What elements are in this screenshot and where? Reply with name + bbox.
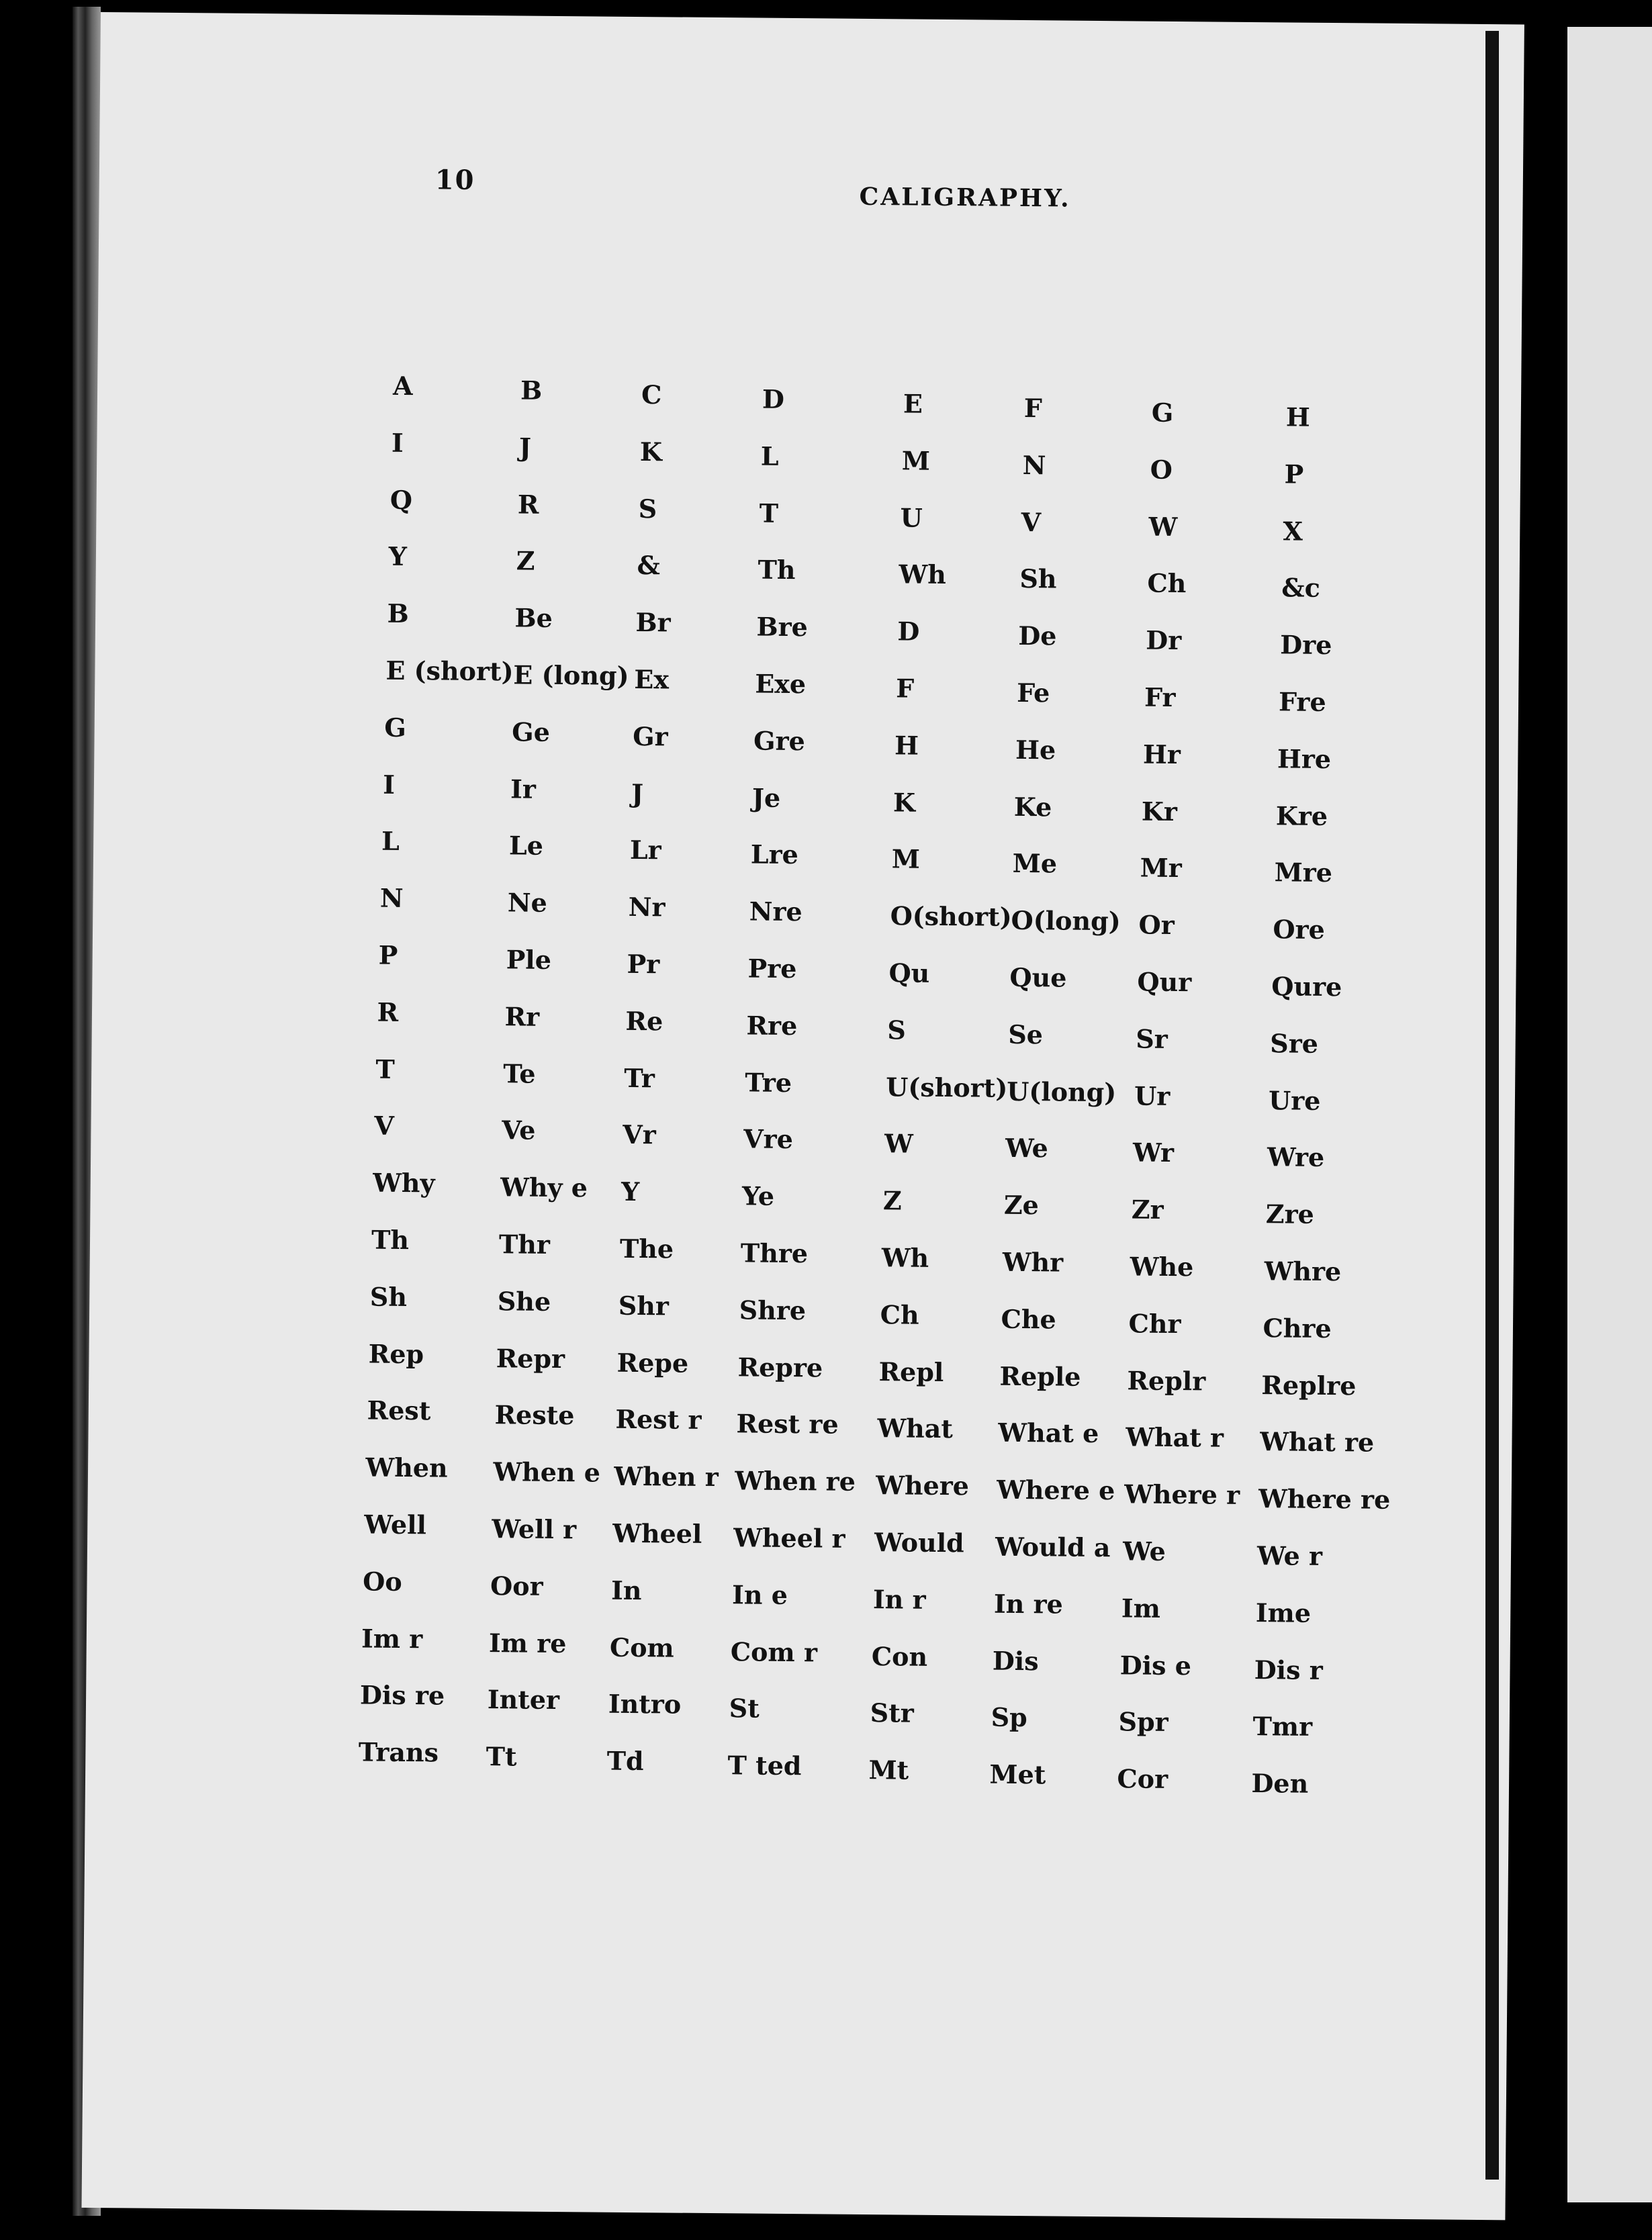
table-cell: Str xyxy=(870,1697,914,1729)
table-cell: When r xyxy=(614,1460,719,1493)
table-cell: We xyxy=(1122,1536,1166,1567)
table-cell: Dis xyxy=(992,1645,1039,1676)
table-cell: Y xyxy=(621,1176,640,1207)
book-page xyxy=(81,12,1524,2220)
table-cell: O(long) xyxy=(1011,905,1121,937)
table-cell: Kr xyxy=(1141,796,1178,827)
table-cell: Ure xyxy=(1268,1084,1321,1116)
table-cell: In xyxy=(610,1575,642,1605)
table-cell: Fe xyxy=(1017,677,1050,708)
table-cell: Dis r xyxy=(1254,1654,1323,1685)
table-cell: Que xyxy=(1009,962,1067,993)
table-cell: Rre xyxy=(746,1010,798,1041)
table-cell: Hr xyxy=(1142,739,1181,769)
table-cell: Where re xyxy=(1258,1483,1391,1515)
table-cell: Whr xyxy=(1002,1246,1064,1278)
table-cell: Reple xyxy=(999,1360,1081,1392)
table-cell: P xyxy=(1284,459,1304,489)
table-cell: Chre xyxy=(1263,1312,1332,1344)
table-cell: Fr xyxy=(1144,682,1176,713)
table-cell: Z xyxy=(516,545,535,577)
table-cell: The xyxy=(619,1233,674,1264)
table-cell: Se xyxy=(1008,1019,1044,1050)
table-cell: Would a xyxy=(995,1531,1111,1563)
table-cell: W xyxy=(884,1128,914,1160)
table-row xyxy=(377,996,1319,1059)
table-cell: When re xyxy=(735,1465,856,1497)
table-cell: What r xyxy=(1126,1421,1224,1454)
table-cell: A xyxy=(392,370,413,402)
table-cell: D xyxy=(762,383,785,414)
table-cell: We xyxy=(1005,1133,1049,1164)
table-cell: Hre xyxy=(1277,743,1332,774)
table-cell: Pre xyxy=(747,953,797,984)
table-cell: Vre xyxy=(743,1123,794,1155)
table-cell: Trans xyxy=(358,1736,439,1768)
table-cell: Je xyxy=(751,782,781,813)
table-row xyxy=(363,1566,1312,1628)
table-cell: C xyxy=(641,379,662,410)
table-cell: Com r xyxy=(730,1636,818,1667)
table-cell: K xyxy=(639,436,663,467)
table-cell: Sp xyxy=(991,1702,1027,1733)
table-cell: Nre xyxy=(749,896,802,927)
table-cell: Spr xyxy=(1118,1706,1168,1738)
table-cell: V xyxy=(1021,506,1042,537)
table-cell: When e xyxy=(493,1456,601,1488)
table-cell: V xyxy=(374,1111,395,1141)
table-cell: Dr xyxy=(1146,624,1182,656)
table-row xyxy=(373,1167,1314,1230)
table-cell: Sr xyxy=(1136,1023,1168,1054)
table-cell: Repl xyxy=(878,1356,944,1387)
table-cell: T ted xyxy=(727,1750,802,1781)
table-cell: G xyxy=(384,712,406,743)
table-cell: Sh xyxy=(369,1281,408,1312)
table-cell: B xyxy=(387,598,409,629)
table-cell: In r xyxy=(872,1583,926,1615)
table-cell: Replr xyxy=(1127,1365,1206,1397)
table-cell: Nr xyxy=(628,892,666,923)
table-cell: X xyxy=(1283,515,1303,547)
table-cell: Whe xyxy=(1130,1251,1194,1282)
table-cell: Rest xyxy=(367,1395,431,1426)
table-cell: P xyxy=(378,939,398,970)
table-cell: Td xyxy=(606,1745,644,1777)
table-cell: Dis re xyxy=(359,1679,445,1711)
table-cell: Be xyxy=(514,602,553,634)
table-cell: Dis e xyxy=(1119,1649,1192,1681)
table-cell: W xyxy=(1148,511,1178,542)
table-cell: Pr xyxy=(627,948,660,980)
table-cell: Wre xyxy=(1267,1141,1325,1173)
table-cell: R xyxy=(517,489,539,520)
table-cell: Oor xyxy=(490,1570,543,1601)
table-cell: Kre xyxy=(1275,800,1328,831)
table-cell: Reste xyxy=(494,1399,575,1431)
running-head: CALIGRAPHY. xyxy=(859,182,1071,213)
table-cell: B xyxy=(520,375,543,406)
table-cell: Shre xyxy=(739,1295,807,1326)
table-cell: Tre xyxy=(745,1067,792,1098)
table-cell: St xyxy=(729,1693,760,1724)
table-cell: O xyxy=(1150,454,1173,485)
table-cell: Ime xyxy=(1255,1597,1312,1628)
table-cell: Zr xyxy=(1131,1194,1164,1225)
table-cell: Wheel xyxy=(612,1518,702,1549)
table-row xyxy=(382,769,1328,831)
table-cell: Th xyxy=(371,1224,410,1256)
table-cell: Ke xyxy=(1013,791,1052,822)
table-cell: G xyxy=(1151,397,1174,428)
table-cell: Mt xyxy=(868,1755,909,1785)
table-cell: Mre xyxy=(1274,857,1333,888)
table-cell: Rep xyxy=(368,1338,424,1369)
table-cell: E xyxy=(903,388,923,419)
table-cell: Rest r xyxy=(615,1404,702,1436)
table-cell: J xyxy=(518,432,532,463)
table-row xyxy=(374,1111,1325,1173)
table-cell: Intro xyxy=(608,1689,682,1720)
table-cell: S xyxy=(887,1015,907,1045)
table-row xyxy=(361,1623,1323,1685)
table-cell: Ir xyxy=(510,773,537,804)
table-row xyxy=(385,655,1326,717)
page-binding-rule xyxy=(1485,31,1499,2180)
table-cell: Fre xyxy=(1278,686,1326,717)
table-cell: Wh xyxy=(881,1242,929,1273)
table-cell: Tr xyxy=(624,1062,655,1093)
table-cell: What e xyxy=(998,1417,1099,1449)
table-cell: Where xyxy=(876,1470,970,1501)
table-cell: Ch xyxy=(880,1299,919,1330)
table-cell: Exe xyxy=(755,668,807,700)
table-cell: Ge xyxy=(512,716,551,747)
table-cell: Gr xyxy=(633,720,668,752)
table-cell: Com xyxy=(609,1632,674,1663)
table-cell: T xyxy=(375,1054,395,1084)
table-cell: Wheel r xyxy=(733,1522,845,1554)
table-cell: U xyxy=(900,502,923,533)
table-cell: H xyxy=(1285,402,1310,432)
table-cell: Well xyxy=(364,1509,427,1540)
table-cell: Vr xyxy=(623,1119,656,1150)
table-cell: Replre xyxy=(1261,1369,1357,1401)
table-cell: Rest re xyxy=(736,1408,839,1440)
table-cell: Ye xyxy=(741,1180,775,1212)
table-cell: Th xyxy=(758,554,796,586)
table-cell: Why xyxy=(373,1167,435,1199)
table-cell: Ne xyxy=(507,887,547,919)
table-cell: She xyxy=(497,1286,551,1317)
table-cell: Con xyxy=(871,1640,928,1672)
table-cell: Why e xyxy=(500,1172,588,1203)
table-cell: In re xyxy=(993,1588,1063,1620)
table-cell: Whre xyxy=(1264,1256,1342,1287)
table-cell: Te xyxy=(503,1058,536,1089)
table-cell: N xyxy=(1022,449,1046,481)
table-cell: Thre xyxy=(740,1238,809,1269)
table-cell: Dre xyxy=(1280,629,1332,661)
table-cell: I xyxy=(391,427,404,458)
table-cell: Ore xyxy=(1273,914,1326,945)
table-cell: Y xyxy=(388,541,408,572)
table-cell: When xyxy=(365,1452,448,1483)
table-cell: Che xyxy=(1001,1303,1056,1335)
table-cell: Cor xyxy=(1117,1763,1168,1795)
page-number: 10 xyxy=(434,164,475,196)
table-cell: Re xyxy=(625,1005,663,1037)
table-cell: I xyxy=(382,769,396,800)
table-cell: Im xyxy=(1121,1593,1161,1624)
table-cell: Ur xyxy=(1134,1080,1171,1111)
table-cell: Q xyxy=(389,484,413,515)
table-row xyxy=(391,427,1304,489)
table-cell: Oo xyxy=(363,1566,402,1597)
table-cell: Where e xyxy=(997,1474,1115,1506)
table-cell: Inter xyxy=(487,1684,560,1716)
table-row xyxy=(387,598,1332,661)
table-row xyxy=(378,939,1342,1002)
table-cell: D xyxy=(897,616,920,647)
table-cell: Well r xyxy=(492,1513,577,1545)
table-cell: Repr xyxy=(496,1342,565,1374)
table-cell: Zre xyxy=(1265,1199,1314,1230)
table-cell: Lr xyxy=(629,835,661,866)
table-cell: U(long) xyxy=(1007,1076,1117,1107)
table-cell: K xyxy=(892,786,916,818)
table-cell: H xyxy=(894,730,919,761)
adjacent-page xyxy=(1567,27,1652,2202)
table-row xyxy=(371,1224,1342,1287)
table-cell: Z xyxy=(882,1185,902,1216)
table-cell: Ze xyxy=(1003,1189,1040,1221)
table-cell: Repe xyxy=(616,1347,689,1379)
table-cell: F xyxy=(1023,393,1043,424)
table-cell: Ve xyxy=(502,1115,536,1146)
table-cell: We r xyxy=(1256,1540,1323,1571)
table-row xyxy=(379,882,1326,945)
table-cell: Ch xyxy=(1147,568,1187,599)
table-cell: Le xyxy=(508,830,544,861)
table-cell: Thr xyxy=(498,1229,551,1260)
table-cell: Tt xyxy=(486,1741,517,1772)
table-cell: Gre xyxy=(753,725,806,756)
table-cell: Qure xyxy=(1271,971,1342,1002)
table-cell: Wh xyxy=(899,559,947,590)
table-cell: E (long) xyxy=(513,659,629,691)
table-cell: Mr xyxy=(1140,852,1183,884)
table-cell: N xyxy=(379,882,404,914)
table-cell: Where r xyxy=(1123,1479,1240,1511)
table-cell: J xyxy=(631,778,644,808)
table-cell: Rr xyxy=(504,1001,540,1032)
table-cell: Qur xyxy=(1137,966,1192,998)
table-cell: Sre xyxy=(1270,1028,1319,1059)
table-cell: Repre xyxy=(737,1351,823,1383)
table-row xyxy=(368,1338,1357,1401)
table-row xyxy=(359,1679,1313,1742)
table-cell: R xyxy=(377,996,399,1027)
table-row xyxy=(365,1452,1391,1515)
table-cell: What xyxy=(877,1413,954,1444)
table-cell: Ple xyxy=(506,944,552,975)
table-cell: E (short) xyxy=(385,655,514,687)
table-row xyxy=(384,712,1332,774)
table-cell: O(short) xyxy=(890,900,1012,933)
table-cell: What re xyxy=(1260,1426,1375,1458)
table-cell: Wr xyxy=(1132,1137,1175,1168)
table-cell: In e xyxy=(731,1579,788,1610)
table-cell: U(short) xyxy=(886,1071,1008,1103)
table-cell: He xyxy=(1015,734,1056,765)
table-cell: Shr xyxy=(618,1290,670,1321)
table-cell: M xyxy=(901,445,931,476)
table-row xyxy=(392,370,1310,432)
table-cell: De xyxy=(1018,620,1057,651)
table-cell: Would xyxy=(874,1527,964,1558)
table-cell: Me xyxy=(1012,848,1058,879)
table-row xyxy=(367,1395,1375,1458)
table-cell: Or xyxy=(1138,909,1175,941)
table-cell: Bre xyxy=(756,611,808,643)
table-cell: M xyxy=(891,843,921,875)
table-cell: F xyxy=(896,673,915,704)
table-cell: Den xyxy=(1251,1768,1309,1799)
table-cell: Met xyxy=(989,1759,1046,1790)
table-cell: Ex xyxy=(634,663,670,695)
table-cell: L xyxy=(381,826,400,857)
table-cell: S xyxy=(638,493,657,524)
table-cell: Lre xyxy=(750,839,799,870)
table-cell: L xyxy=(760,440,779,471)
table-cell: Im re xyxy=(488,1627,567,1659)
table-cell: Chr xyxy=(1128,1308,1181,1339)
table-cell: Br xyxy=(635,607,671,638)
table-cell: Tmr xyxy=(1252,1711,1313,1742)
table-cell: Qu xyxy=(888,958,930,988)
table-cell: Sh xyxy=(1019,563,1057,594)
table-cell: & xyxy=(637,550,661,581)
table-cell: Im r xyxy=(361,1623,423,1654)
table-cell: T xyxy=(759,498,779,528)
table-cell: &c xyxy=(1281,572,1321,604)
